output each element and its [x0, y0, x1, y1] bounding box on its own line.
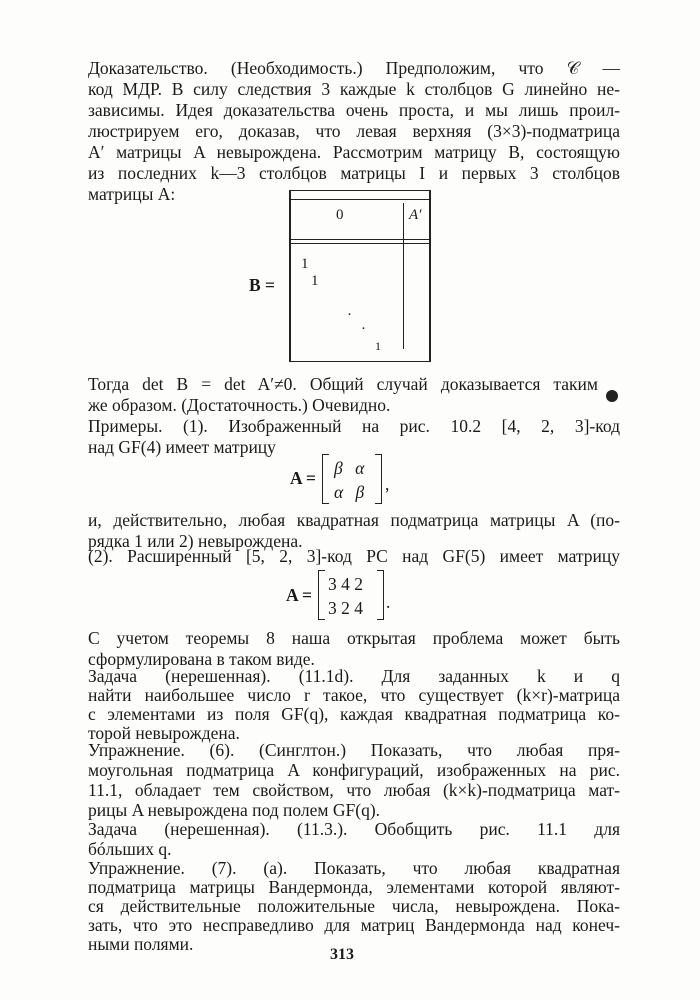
text-line: Упражнение. (6). (Синглтон.) Показать, что любая пря- [88, 740, 620, 760]
text-line: Задача (нерешенная). (11.1d). Для заданных k и q [88, 666, 620, 686]
text-line: сформулирована в таком виде. [88, 649, 315, 669]
text-line: 11.1, обладает тем свойством, что любая (k×k)-подматрица мат- [88, 780, 620, 800]
text-line: же образом. (Достаточность.) Очевидно. [88, 395, 391, 415]
matrix-b-entry: 1 [375, 339, 381, 353]
matrix-b [289, 190, 431, 362]
text-line: рицы A невырождена под полем GF(q). [88, 800, 381, 820]
text-line: из последних k—3 столбцов матрицы I и первых 3 столбцов [88, 163, 620, 183]
text-line: над GF(4) имеет матрицу [88, 437, 276, 457]
matrix-a2-label: A = [286, 585, 313, 605]
text-line: A′ матрицы A невырождена. Рассмотрим матрицу B, состоящую [88, 142, 620, 162]
page-number: 313 [330, 946, 354, 963]
text-line: подматрица матрицы Вандермонда, элементами которой являют- [88, 877, 620, 897]
text-line: рядка 1 или 2) невырождена. [88, 531, 303, 551]
text-line: (2). Расширенный [5, 2, 3]-код РС над GF(5) имеет матрицу [88, 546, 620, 566]
matrix-a1-punct: , [385, 474, 390, 494]
text-line: моугольная подматрица A конфигураций, изображенных на рис. [88, 760, 620, 780]
matrix-a2 [318, 570, 384, 620]
matrix-a2-row: 3 4 2 [328, 574, 363, 594]
matrix-b-label: B = [249, 275, 276, 295]
text-line: бóльших q. [88, 839, 172, 859]
matrix-b-zero: 0 [336, 207, 344, 223]
text-line: ными полями. [88, 934, 194, 954]
text-line: зать, что это несправедливо для матриц Вандермонда над конеч- [88, 915, 620, 935]
matrix-a2-row: 3 2 4 [328, 598, 363, 618]
matrix-a2-punct: . [386, 592, 391, 612]
matrix-a1-label: A = [290, 468, 317, 488]
text-line: Упражнение. (7). (а). Показать, что любая квадратная [88, 858, 620, 878]
matrix-b-aprime: A′ [409, 207, 422, 223]
text-line: люстрируем его, доказав, что левая верхняя (3×3)-подматрица [88, 121, 620, 141]
text-line: и, действительно, любая квадратная подматрица матрицы A (по- [88, 510, 620, 530]
text-line: Задача (нерешенная). (11.3.). Обобщить рис. 11.1 для [88, 819, 620, 839]
matrix-b-entry: 1 [311, 273, 319, 289]
text-line: С учетом теоремы 8 наша открытая проблема может быть [88, 628, 620, 648]
text-line: Тогда det B = det A′≠0. Общий случай доказывается таким [88, 374, 598, 394]
text-line: зависимы. Идея доказательства очень проста, и мы лишь проил- [88, 100, 620, 120]
matrix-a1-row: α β [334, 482, 365, 502]
matrix-a1-row: β α [334, 458, 365, 478]
text-line: Доказательство. (Необходимость.) Предположим, что 𝒞 — [88, 58, 620, 78]
text-line: Примеры. (1). Изображенный на рис. 10.2 [4, 2, 3]-код [88, 416, 620, 436]
text-line: с элементами из поля GF(q), каждая квадратная подматрица ко- [88, 704, 620, 724]
text-line: найти наибольшее число r такое, что существует (k×r)-матрица [88, 685, 620, 705]
matrix-b-entry: 1 [301, 256, 309, 272]
text-line: ся действительные положительные числа, невырождена. Пока- [88, 896, 620, 916]
matrix-a1 [322, 454, 382, 504]
matrix-b-entry: · [361, 321, 366, 337]
text-line: матрицы A: [88, 184, 176, 204]
matrix-b-entry: · [347, 307, 352, 323]
text-line: код МДР. В силу следствия 3 каждые k столбцов G линейно не- [88, 79, 620, 99]
text-line: торой невырождена. [88, 723, 240, 743]
